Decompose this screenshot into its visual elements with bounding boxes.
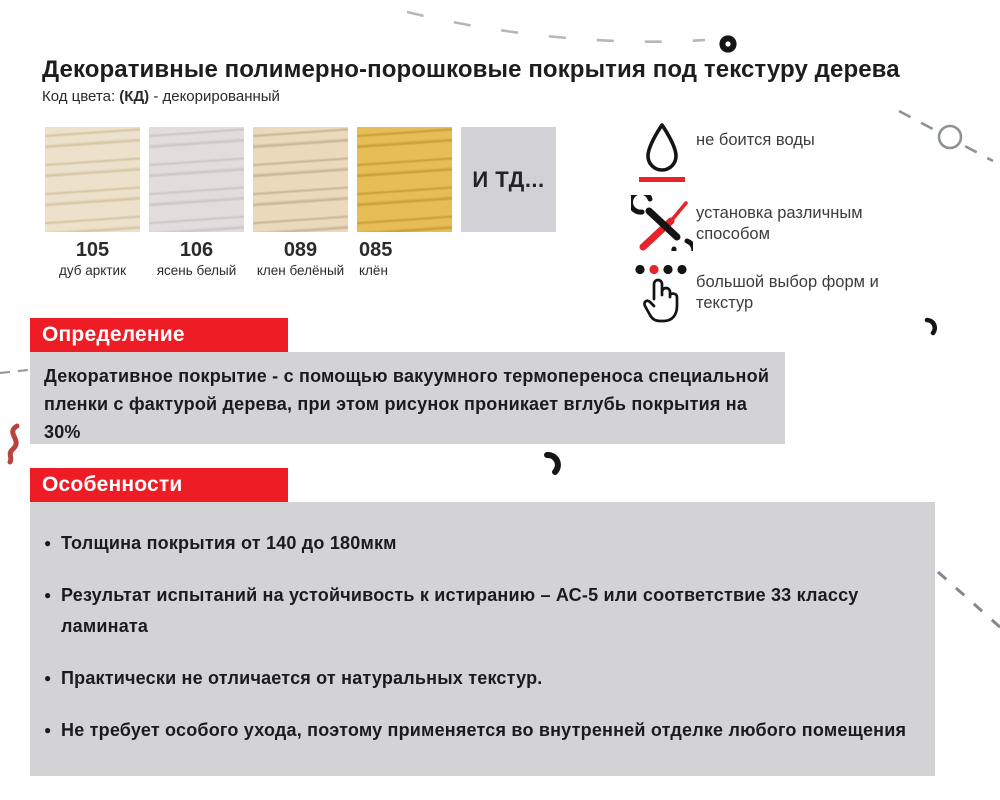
donut-decoration (717, 33, 739, 55)
feature-label: установка различным способом (696, 204, 863, 243)
dashed-line-decoration-right (933, 565, 1000, 635)
page-title: Декоративные полимерно-порошковые покрытия под текстуру дерева (42, 56, 900, 83)
swatch-name: ясень белый (156, 263, 237, 278)
bullet-text: Результат испытаний на устойчивость к истиранию – АС-5 или соответствие 33 классу ламината (61, 585, 859, 636)
swatch-name: дуб арктик (59, 263, 126, 278)
wood-swatch-image (253, 127, 348, 232)
color-code-suffix: - декорированный (153, 88, 280, 105)
color-code-line (42, 88, 280, 105)
bullet-text: Не требует особого ухода, поэтому применяется во внутренней отделке любого помещения (61, 720, 907, 740)
red-underline (639, 177, 685, 182)
bullet-marker: ● (44, 536, 52, 550)
swatch-code: 089 (283, 239, 318, 261)
swatch-code: 106 (179, 239, 214, 261)
feature-bullet (44, 528, 917, 559)
dashed-arc-decoration (405, 4, 715, 50)
swatch-code: 085 (359, 239, 393, 261)
swatch-name: клен белёный (256, 263, 345, 278)
feature-label: не боится воды (696, 131, 815, 149)
features-panel (30, 502, 935, 776)
bullet-text: Толщина покрытия от 140 до 180мкм (61, 533, 397, 553)
swatch-089 (253, 127, 348, 278)
feature-install (628, 195, 938, 251)
bullet-marker: ● (44, 588, 52, 602)
tools-icon (628, 195, 696, 251)
feature-water (628, 122, 938, 182)
swatch-085 (357, 127, 452, 278)
wood-swatch-image (357, 127, 452, 232)
feature-choice (628, 264, 938, 325)
definition-heading: Определение (30, 318, 288, 352)
bullet-text: Практически не отличается от натуральных текстур. (61, 668, 543, 688)
hand-pointing-icon (628, 264, 696, 325)
swatch-105 (45, 127, 140, 278)
color-code-value: (КД) (119, 88, 150, 105)
wood-swatch-image (149, 127, 244, 232)
definition-panel: Декоративное покрытие - с помощью вакуумного термопереноса специальной пленки с фактурой дерева, при этом рисунок проникает вглубь покрытия на 30% (30, 352, 785, 444)
feature-label: большой выбор форм и текстур (696, 273, 879, 312)
swatch-code: 105 (75, 239, 110, 261)
wood-swatch-image (45, 127, 140, 232)
water-drop-icon (628, 122, 696, 182)
swatch-more (461, 127, 556, 278)
swatch-row (45, 127, 556, 278)
crescent-decoration-large (543, 451, 565, 477)
color-code-label: Код цвета: (42, 88, 116, 105)
red-squiggle-decoration (2, 423, 28, 465)
feature-bullet (44, 715, 917, 746)
swatch-106 (149, 127, 244, 278)
features-heading: Особенности (30, 468, 288, 502)
more-swatches-tile: И ТД... (461, 127, 556, 232)
bullet-marker: ● (44, 671, 52, 685)
bullet-marker: ● (44, 723, 52, 737)
feature-bullet (44, 663, 917, 694)
feature-list (628, 122, 938, 338)
dash-decoration-left (0, 366, 30, 378)
swatch-name: клён (359, 263, 388, 278)
feature-bullet (44, 580, 917, 642)
